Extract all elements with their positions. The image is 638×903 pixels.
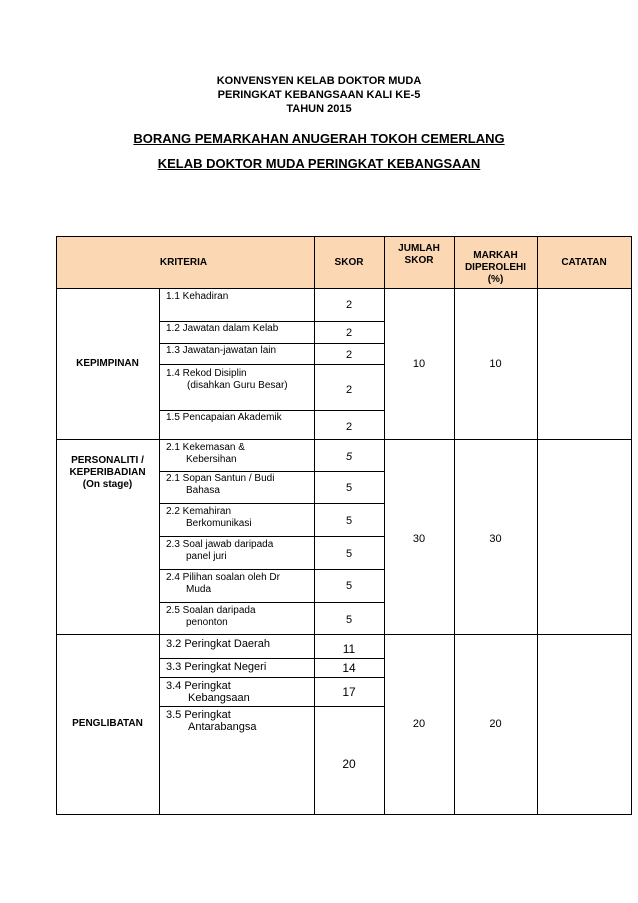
jumlah-skor-value: 30	[412, 533, 426, 545]
criteria-item: 1.5 Pencapaian Akademik	[166, 412, 282, 423]
score-value: 2	[345, 327, 353, 339]
section-name-personaliti: PERSONALITI / KEPERIBADIAN (On stage)	[69, 455, 146, 490]
col-header-kriteria: KRITERIA	[159, 257, 208, 268]
score-value: 5	[345, 515, 353, 527]
form-title: BORANG PEMARKAHAN ANUGERAH TOKOH CEMERLANG	[133, 131, 505, 146]
criteria-item: 1.2 Jawatan dalam Kelab	[166, 323, 279, 334]
col-header-jumlah: JUMLAH SKOR	[398, 243, 440, 266]
criteria-item: 3.5 Peringkat Antarabangsa	[166, 709, 257, 733]
criteria-item: 3.3 Peringkat Negeri	[166, 661, 267, 673]
score-value: 5	[345, 451, 353, 463]
score-value: 2	[345, 349, 353, 361]
criteria-item: 2.3 Soal jawab daripada panel juri	[166, 539, 274, 562]
score-value: 14	[342, 661, 356, 675]
score-value: 2	[345, 299, 353, 311]
criteria-item: 2.1 Sopan Santun / Budi Bahasa	[166, 473, 275, 496]
criteria-item: 2.2 Kemahiran Berkomunikasi	[166, 506, 252, 529]
score-value: 5	[345, 580, 353, 592]
criteria-item: 1.3 Jawatan-jawatan lain	[166, 345, 277, 356]
section-name-penglibatan: PENGLIBATAN	[72, 718, 143, 729]
score-value: 5	[345, 482, 353, 494]
section-name-kepimpinan: KEPIMPINAN	[76, 358, 139, 369]
score-value: 5	[345, 548, 353, 560]
criteria-item: 2.4 Pilihan soalan oleh Dr Muda	[166, 572, 280, 595]
event-title-line2: PERINGKAT KEBANGSAAN KALI KE-5	[217, 89, 421, 101]
col-header-markah: MARKAH DIPEROLEHI (%)	[464, 250, 527, 285]
criteria-item: 1.1 Kehadiran	[166, 291, 229, 302]
score-value: 17	[342, 685, 356, 699]
criteria-item: 3.4 Peringkat Kebangsaan	[166, 680, 250, 704]
event-year: TAHUN 2015	[286, 103, 352, 115]
markah-value: 30	[489, 533, 502, 545]
jumlah-skor-value: 10	[412, 358, 426, 370]
criteria-item: 3.2 Peringkat Daerah	[166, 638, 270, 650]
score-value: 2	[345, 384, 353, 396]
criteria-item: 2.1 Kekemasan & Kebersihan	[166, 442, 245, 465]
col-header-catatan: CATATAN	[561, 257, 607, 268]
markah-value: 20	[489, 718, 502, 730]
score-value: 2	[345, 421, 353, 433]
score-value: 5	[345, 614, 353, 626]
score-value: 20	[342, 757, 356, 771]
col-header-skor: SKOR	[334, 257, 364, 268]
jumlah-skor-value: 20	[412, 718, 426, 730]
criteria-item: 2.5 Soalan daripada penonton	[166, 605, 256, 628]
form-subtitle: KELAB DOKTOR MUDA PERINGKAT KEBANGSAAN	[157, 156, 481, 171]
event-title-line1: KONVENSYEN KELAB DOKTOR MUDA	[216, 75, 422, 87]
score-value: 11	[342, 642, 356, 656]
markah-value: 10	[489, 358, 502, 370]
criteria-item: 1.4 Rekod Disiplin (disahkan Guru Besar)	[166, 368, 288, 391]
